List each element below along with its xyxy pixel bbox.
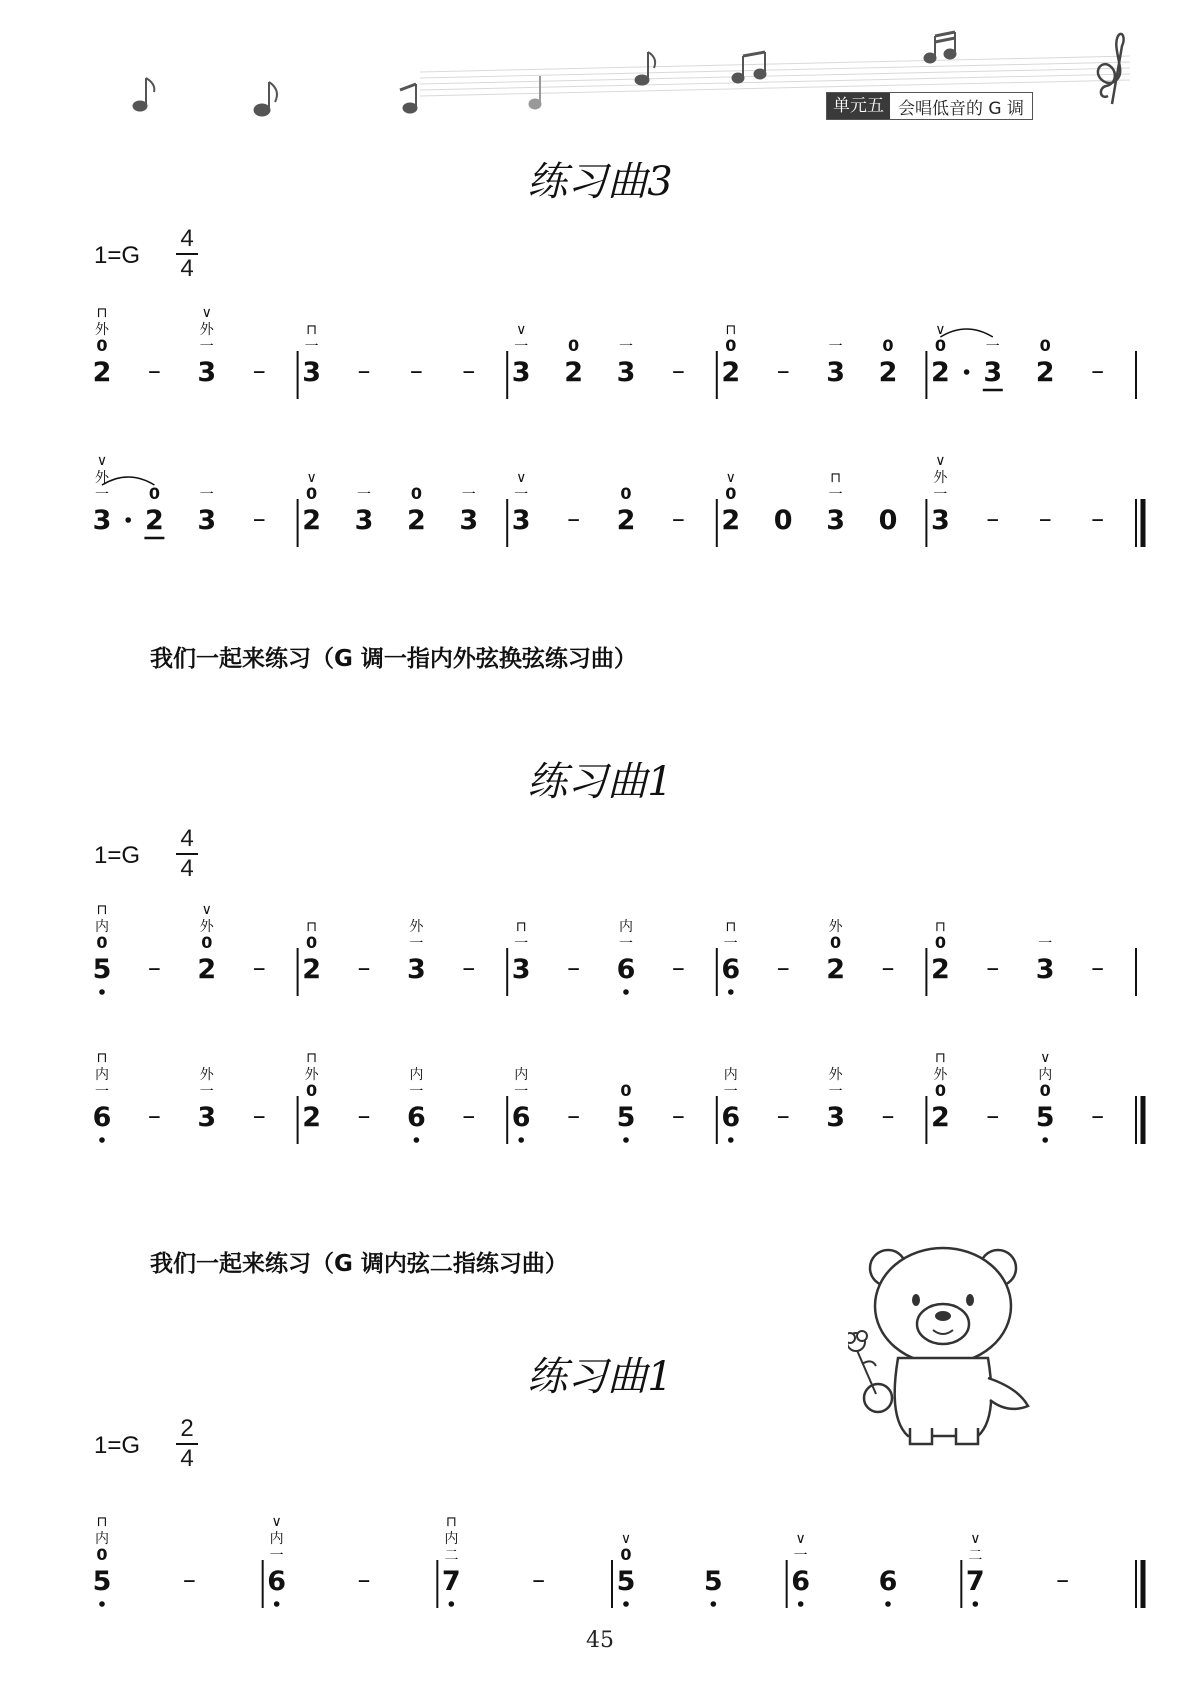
note-icon — [254, 104, 270, 116]
string-mark: 0 — [830, 933, 842, 952]
duration-dash: – — [462, 1101, 476, 1131]
finger-position: 内 — [444, 1531, 459, 1547]
note-number: 2 — [931, 357, 950, 388]
string-mark: 一 — [1038, 936, 1053, 952]
meter-bottom: 4 — [180, 855, 194, 882]
low-octave-dot — [99, 989, 105, 995]
low-octave-dot — [414, 1137, 420, 1143]
finger-position: 内 — [619, 919, 633, 935]
finger-position: 外 — [199, 322, 214, 338]
low-octave-dot — [449, 1601, 455, 1607]
finger-position: 外 — [409, 919, 424, 935]
note-number: 6 — [616, 954, 636, 985]
bow-down-mark: ⊓ — [96, 305, 108, 321]
duration-dash: – — [671, 504, 685, 534]
bow-up-mark: ∨ — [516, 470, 527, 486]
meter-bottom: 4 — [180, 255, 194, 282]
duration-dash: – — [147, 953, 161, 983]
low-octave-dot — [728, 989, 734, 995]
duration-dash: – — [1091, 1101, 1105, 1131]
note-number: 3 — [197, 1102, 217, 1133]
string-mark: 一 — [619, 936, 633, 952]
duration-dash: – — [252, 953, 266, 983]
note-number: 6 — [511, 1102, 531, 1133]
duration-dash: – — [671, 356, 685, 386]
note-number: 5 — [1035, 1102, 1055, 1133]
note-number: 6 — [791, 1566, 811, 1597]
bow-up-mark: ∨ — [725, 470, 736, 486]
string-mark: 0 — [620, 1081, 632, 1100]
note-number: 7 — [441, 1566, 461, 1597]
string-mark: 一 — [199, 339, 214, 355]
string-mark: 0 — [96, 933, 108, 952]
note-number: 0 — [773, 505, 793, 536]
note-number: 7 — [965, 1566, 985, 1597]
string-mark: 0 — [934, 933, 946, 952]
duration-dash: – — [986, 504, 1000, 534]
string-mark: 0 — [201, 933, 213, 952]
bow-up-mark: ∨ — [271, 1514, 282, 1530]
bow-up-mark: ∨ — [306, 470, 317, 486]
note-number: 2 — [564, 357, 583, 388]
finger-position: 外 — [828, 919, 843, 935]
string-mark: 一 — [723, 1084, 738, 1100]
unit-title: 会唱低音的 G 调 — [898, 98, 1024, 119]
duration-dash: – — [567, 504, 581, 534]
section-caption: 我们一起来练习（G 调内弦二指练习曲） — [150, 1251, 568, 1277]
string-mark: 一 — [304, 339, 319, 355]
string-mark: 一 — [461, 487, 476, 503]
bow-down-mark: ⊓ — [830, 470, 842, 486]
string-mark: 0 — [725, 336, 737, 355]
meter-bottom: 4 — [180, 1445, 194, 1472]
bow-down-mark: ⊓ — [445, 1514, 457, 1530]
string-mark: 0 — [620, 484, 632, 503]
bow-down-mark: ⊓ — [725, 919, 737, 935]
string-mark: 一 — [933, 487, 948, 503]
finger-position: 外 — [199, 1067, 214, 1083]
time-signature — [172, 826, 202, 882]
string-mark: 一 — [95, 487, 109, 503]
finger-position: 内 — [514, 1067, 529, 1083]
piece-title: 练习曲1 — [527, 1354, 673, 1400]
string-mark: 一 — [514, 1084, 529, 1100]
note-number: 3 — [983, 357, 1003, 388]
finger-position: 内 — [95, 919, 109, 935]
duration-dash: – — [986, 1101, 1000, 1131]
duration-dash: – — [532, 1565, 546, 1595]
duration-dash: – — [462, 356, 476, 386]
string-mark: 0 — [306, 1081, 318, 1100]
note-icon — [635, 75, 649, 85]
duration-dash: – — [881, 953, 895, 983]
section-caption: 我们一起来练习（G 调一指内外弦换弦练习曲） — [150, 646, 637, 672]
string-mark: 一 — [514, 936, 529, 952]
duration-dash: – — [252, 1101, 266, 1131]
bow-up-mark: ∨ — [620, 1531, 632, 1547]
string-mark: 二 — [968, 1548, 983, 1564]
note-number: 2 — [931, 1102, 950, 1133]
time-signature — [172, 226, 202, 282]
low-octave-dot — [623, 1601, 629, 1607]
bow-down-mark: ⊓ — [96, 1514, 108, 1530]
bow-up-mark: ∨ — [935, 453, 946, 469]
duration-dash: – — [567, 1101, 581, 1131]
note-number: 2 — [878, 357, 898, 388]
string-mark: 0 — [410, 484, 422, 503]
bear-illustration — [848, 1238, 1038, 1448]
note-icon — [403, 103, 417, 113]
augmentation-dot — [125, 517, 131, 523]
string-mark: 一 — [828, 339, 843, 355]
bow-up-mark: ∨ — [970, 1531, 981, 1547]
string-mark: 0 — [725, 484, 737, 503]
note-number: 6 — [92, 1102, 112, 1133]
duration-dash: – — [147, 1101, 161, 1131]
finger-position: 外 — [304, 1067, 319, 1083]
bow-up-mark: ∨ — [201, 902, 212, 918]
bow-up-mark: ∨ — [201, 305, 212, 321]
bow-up-mark: ∨ — [96, 453, 108, 469]
note-number: 6 — [878, 1566, 898, 1597]
note-number: 2 — [302, 505, 321, 536]
string-mark: 一 — [723, 936, 738, 952]
bow-down-mark: ⊓ — [515, 919, 527, 935]
note-number: 3 — [511, 357, 531, 388]
finger-position: 外 — [933, 470, 948, 486]
note-number: 5 — [616, 1566, 636, 1597]
note-number: 3 — [931, 505, 950, 536]
augmentation-dot — [964, 369, 970, 375]
slur-arc — [102, 477, 154, 485]
duration-dash: – — [1038, 504, 1052, 534]
finger-position: 外 — [95, 322, 109, 338]
low-octave-dot — [798, 1601, 804, 1607]
bow-down-mark: ⊓ — [934, 919, 946, 935]
note-number: 3 — [459, 505, 479, 536]
duration-dash: – — [1091, 953, 1105, 983]
note-number: 6 — [721, 1102, 741, 1133]
duration-dash: – — [147, 356, 161, 386]
bow-down-mark: ⊓ — [96, 902, 108, 918]
duration-dash: – — [357, 356, 371, 386]
flower-icon — [848, 1331, 876, 1394]
note-number: 6 — [407, 1102, 426, 1133]
bow-down-mark: ⊓ — [725, 322, 737, 338]
duration-dash: – — [776, 953, 790, 983]
key-signature: 1=G — [94, 1432, 141, 1459]
low-octave-dot — [623, 1137, 629, 1143]
duration-dash: – — [252, 356, 266, 386]
unit-label: 单元五 — [827, 93, 890, 119]
finger-position: 外 — [828, 1067, 843, 1083]
finger-position: 内 — [95, 1067, 109, 1083]
low-octave-dot — [518, 1137, 524, 1143]
note-number: 2 — [407, 505, 426, 536]
note-number: 2 — [826, 954, 845, 985]
note-number: 3 — [302, 357, 321, 388]
duration-dash: – — [182, 1565, 196, 1595]
duration-dash: – — [462, 953, 476, 983]
string-mark: 0 — [568, 336, 580, 355]
page-number: 45 — [586, 1628, 614, 1653]
duration-dash: – — [671, 1101, 685, 1131]
time-signature — [172, 1416, 202, 1472]
finger-position: 内 — [269, 1531, 284, 1547]
string-mark: 0 — [306, 484, 318, 503]
duration-dash: – — [776, 1101, 790, 1131]
note-number: 3 — [616, 357, 636, 388]
duration-dash: – — [357, 1101, 371, 1131]
string-mark: 0 — [1039, 1081, 1051, 1100]
note-number: 3 — [407, 954, 426, 985]
string-mark: 一 — [409, 936, 424, 952]
note-number: 2 — [721, 505, 741, 536]
string-mark: 一 — [95, 1084, 109, 1100]
meter-top: 4 — [180, 225, 194, 252]
string-mark: 一 — [985, 339, 1000, 355]
note-icon — [133, 101, 147, 111]
key-signature: 1=G — [94, 242, 141, 269]
duration-dash: – — [357, 953, 371, 983]
string-mark: 一 — [514, 487, 529, 503]
string-mark: 一 — [357, 487, 371, 503]
finger-position: 内 — [723, 1067, 738, 1083]
bow-up-mark: ∨ — [935, 322, 946, 338]
note-number: 5 — [616, 1102, 636, 1133]
string-mark: 一 — [828, 1084, 843, 1100]
duration-dash: – — [986, 953, 1000, 983]
finger-position: 外 — [199, 919, 214, 935]
low-octave-dot — [885, 1601, 891, 1607]
string-mark: 一 — [269, 1548, 284, 1564]
note-number: 2 — [302, 1102, 321, 1133]
note-number: 3 — [826, 505, 845, 536]
note-number: 5 — [92, 1566, 112, 1597]
note-number: 3 — [197, 505, 217, 536]
note-number: 2 — [92, 357, 112, 388]
low-octave-dot — [1042, 1137, 1048, 1143]
bow-down-mark: ⊓ — [934, 1050, 946, 1066]
note-number: 2 — [302, 954, 321, 985]
note-number: 5 — [703, 1566, 723, 1597]
slur-arc — [940, 329, 992, 337]
bow-down-mark: ⊓ — [306, 1050, 318, 1066]
piece-title: 练习曲1 — [527, 759, 673, 805]
string-mark: 0 — [306, 933, 318, 952]
note-number: 2 — [616, 505, 636, 536]
string-mark: 0 — [934, 1081, 946, 1100]
string-mark: 一 — [199, 487, 214, 503]
string-mark: 0 — [934, 336, 946, 355]
string-mark: 一 — [828, 487, 843, 503]
note-number: 6 — [721, 954, 741, 985]
note-number: 0 — [878, 505, 898, 536]
note-number: 6 — [267, 1566, 287, 1597]
bow-up-mark: ∨ — [1040, 1050, 1051, 1066]
finger-position: 内 — [1038, 1067, 1053, 1083]
string-mark: 0 — [148, 484, 160, 503]
bow-down-mark: ⊓ — [96, 1050, 108, 1066]
note-number: 2 — [931, 954, 950, 985]
note-number: 3 — [511, 954, 531, 985]
finger-position: 内 — [95, 1531, 109, 1547]
duration-dash: – — [776, 356, 790, 386]
key-signature: 1=G — [94, 842, 141, 869]
note-number: 3 — [197, 357, 217, 388]
finger-position: 内 — [409, 1067, 424, 1083]
note-number: 3 — [826, 1102, 845, 1133]
note-number: 2 — [197, 954, 217, 985]
bow-down-mark: ⊓ — [306, 919, 318, 935]
low-octave-dot — [711, 1601, 717, 1607]
string-mark: 0 — [96, 1545, 108, 1564]
finger-position: 外 — [95, 470, 109, 486]
meter-top: 4 — [180, 825, 194, 852]
string-mark: 0 — [1039, 336, 1051, 355]
note-number: 2 — [721, 357, 741, 388]
note-number: 3 — [92, 505, 112, 536]
string-mark: 一 — [199, 1084, 214, 1100]
low-octave-dot — [99, 1137, 105, 1143]
bow-down-mark: ⊓ — [306, 322, 318, 338]
note-number: 2 — [145, 505, 164, 536]
low-octave-dot — [274, 1601, 280, 1607]
low-octave-dot — [728, 1137, 734, 1143]
note-number: 5 — [92, 954, 112, 985]
string-mark: 二 — [444, 1548, 459, 1564]
duration-dash: – — [1056, 1565, 1070, 1595]
duration-dash: – — [671, 953, 685, 983]
note-number: 3 — [511, 505, 531, 536]
duration-dash: – — [881, 1101, 895, 1131]
string-mark: 0 — [96, 336, 108, 355]
unit-tab — [826, 92, 1033, 120]
string-mark: 一 — [514, 339, 529, 355]
note-number: 3 — [354, 505, 374, 536]
meter-top: 2 — [180, 1415, 194, 1442]
duration-dash: – — [1091, 504, 1105, 534]
note-number: 2 — [1035, 357, 1055, 388]
low-octave-dot — [973, 1601, 979, 1607]
bow-up-mark: ∨ — [516, 322, 527, 338]
string-mark: 一 — [619, 339, 633, 355]
note-number: 3 — [826, 357, 845, 388]
low-octave-dot — [623, 989, 629, 995]
finger-position: 外 — [933, 1067, 948, 1083]
duration-dash: – — [357, 1565, 371, 1595]
piece-title: 练习曲3 — [527, 159, 673, 205]
bow-up-mark: ∨ — [795, 1531, 806, 1547]
duration-dash: – — [567, 953, 581, 983]
note-number: 3 — [1035, 954, 1055, 985]
duration-dash: – — [1091, 356, 1105, 386]
string-mark: 一 — [409, 1084, 424, 1100]
low-octave-dot — [99, 1601, 105, 1607]
string-mark: 0 — [620, 1545, 632, 1564]
duration-dash: – — [252, 504, 266, 534]
string-mark: 一 — [793, 1548, 808, 1564]
string-mark: 0 — [882, 336, 894, 355]
duration-dash: – — [409, 356, 423, 386]
